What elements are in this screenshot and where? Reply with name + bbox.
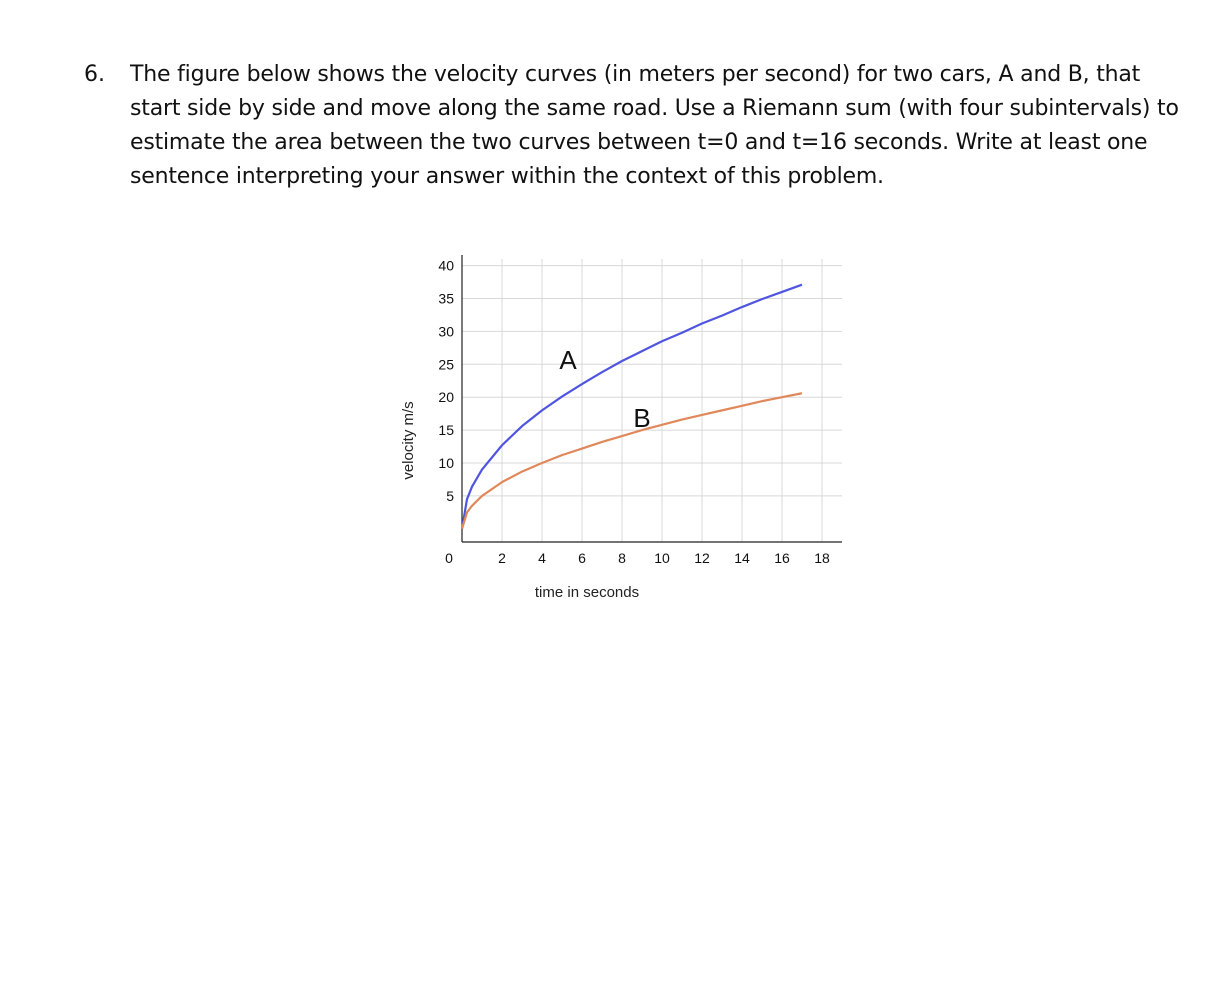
x-tick-label-4: 4 xyxy=(538,550,546,566)
y-tick-label-40: 40 xyxy=(438,257,454,274)
y-tick-label-5: 5 xyxy=(446,487,454,504)
y-axis-label: velocity m/s xyxy=(400,401,417,480)
y-tick-label-25: 25 xyxy=(438,356,454,373)
y-tick-label-20: 20 xyxy=(438,389,454,406)
velocity-chart xyxy=(380,245,850,615)
y-tick-label-35: 35 xyxy=(438,290,454,307)
y-tick-label-10: 10 xyxy=(438,455,454,472)
problem-number: 6. xyxy=(84,62,105,87)
curve-label-b: B xyxy=(633,402,651,433)
x-tick-label-2: 2 xyxy=(498,550,506,566)
x-axis-label: time in seconds xyxy=(534,584,640,601)
x-tick-label-18: 18 xyxy=(814,550,830,566)
x-tick-label-6: 6 xyxy=(578,550,586,566)
x-tick-label-12: 12 xyxy=(694,550,710,566)
x-tick-label-8: 8 xyxy=(618,550,626,566)
x-tick-label-10: 10 xyxy=(654,550,670,566)
y-tick-label-15: 15 xyxy=(438,422,454,439)
x-tick-label-14: 14 xyxy=(734,550,750,566)
series-curve-a xyxy=(462,285,802,529)
curve-label-a: A xyxy=(559,344,577,375)
series-curve-b xyxy=(462,393,802,529)
problem-text: The figure below shows the velocity curves (in meters per second) for two cars, A and B, that start side by side and move along the same road. Use a Riemann sum (with four subintervals) to estimate the area between the two curves between t=0 and t=16 seconds. Write at least one sentence interpreting your answer within the context of this problem. xyxy=(130,62,1179,189)
x-tick-label-16: 16 xyxy=(774,550,790,566)
y-tick-label-30: 30 xyxy=(438,323,454,340)
x-tick-label-0: 0 xyxy=(445,550,453,566)
